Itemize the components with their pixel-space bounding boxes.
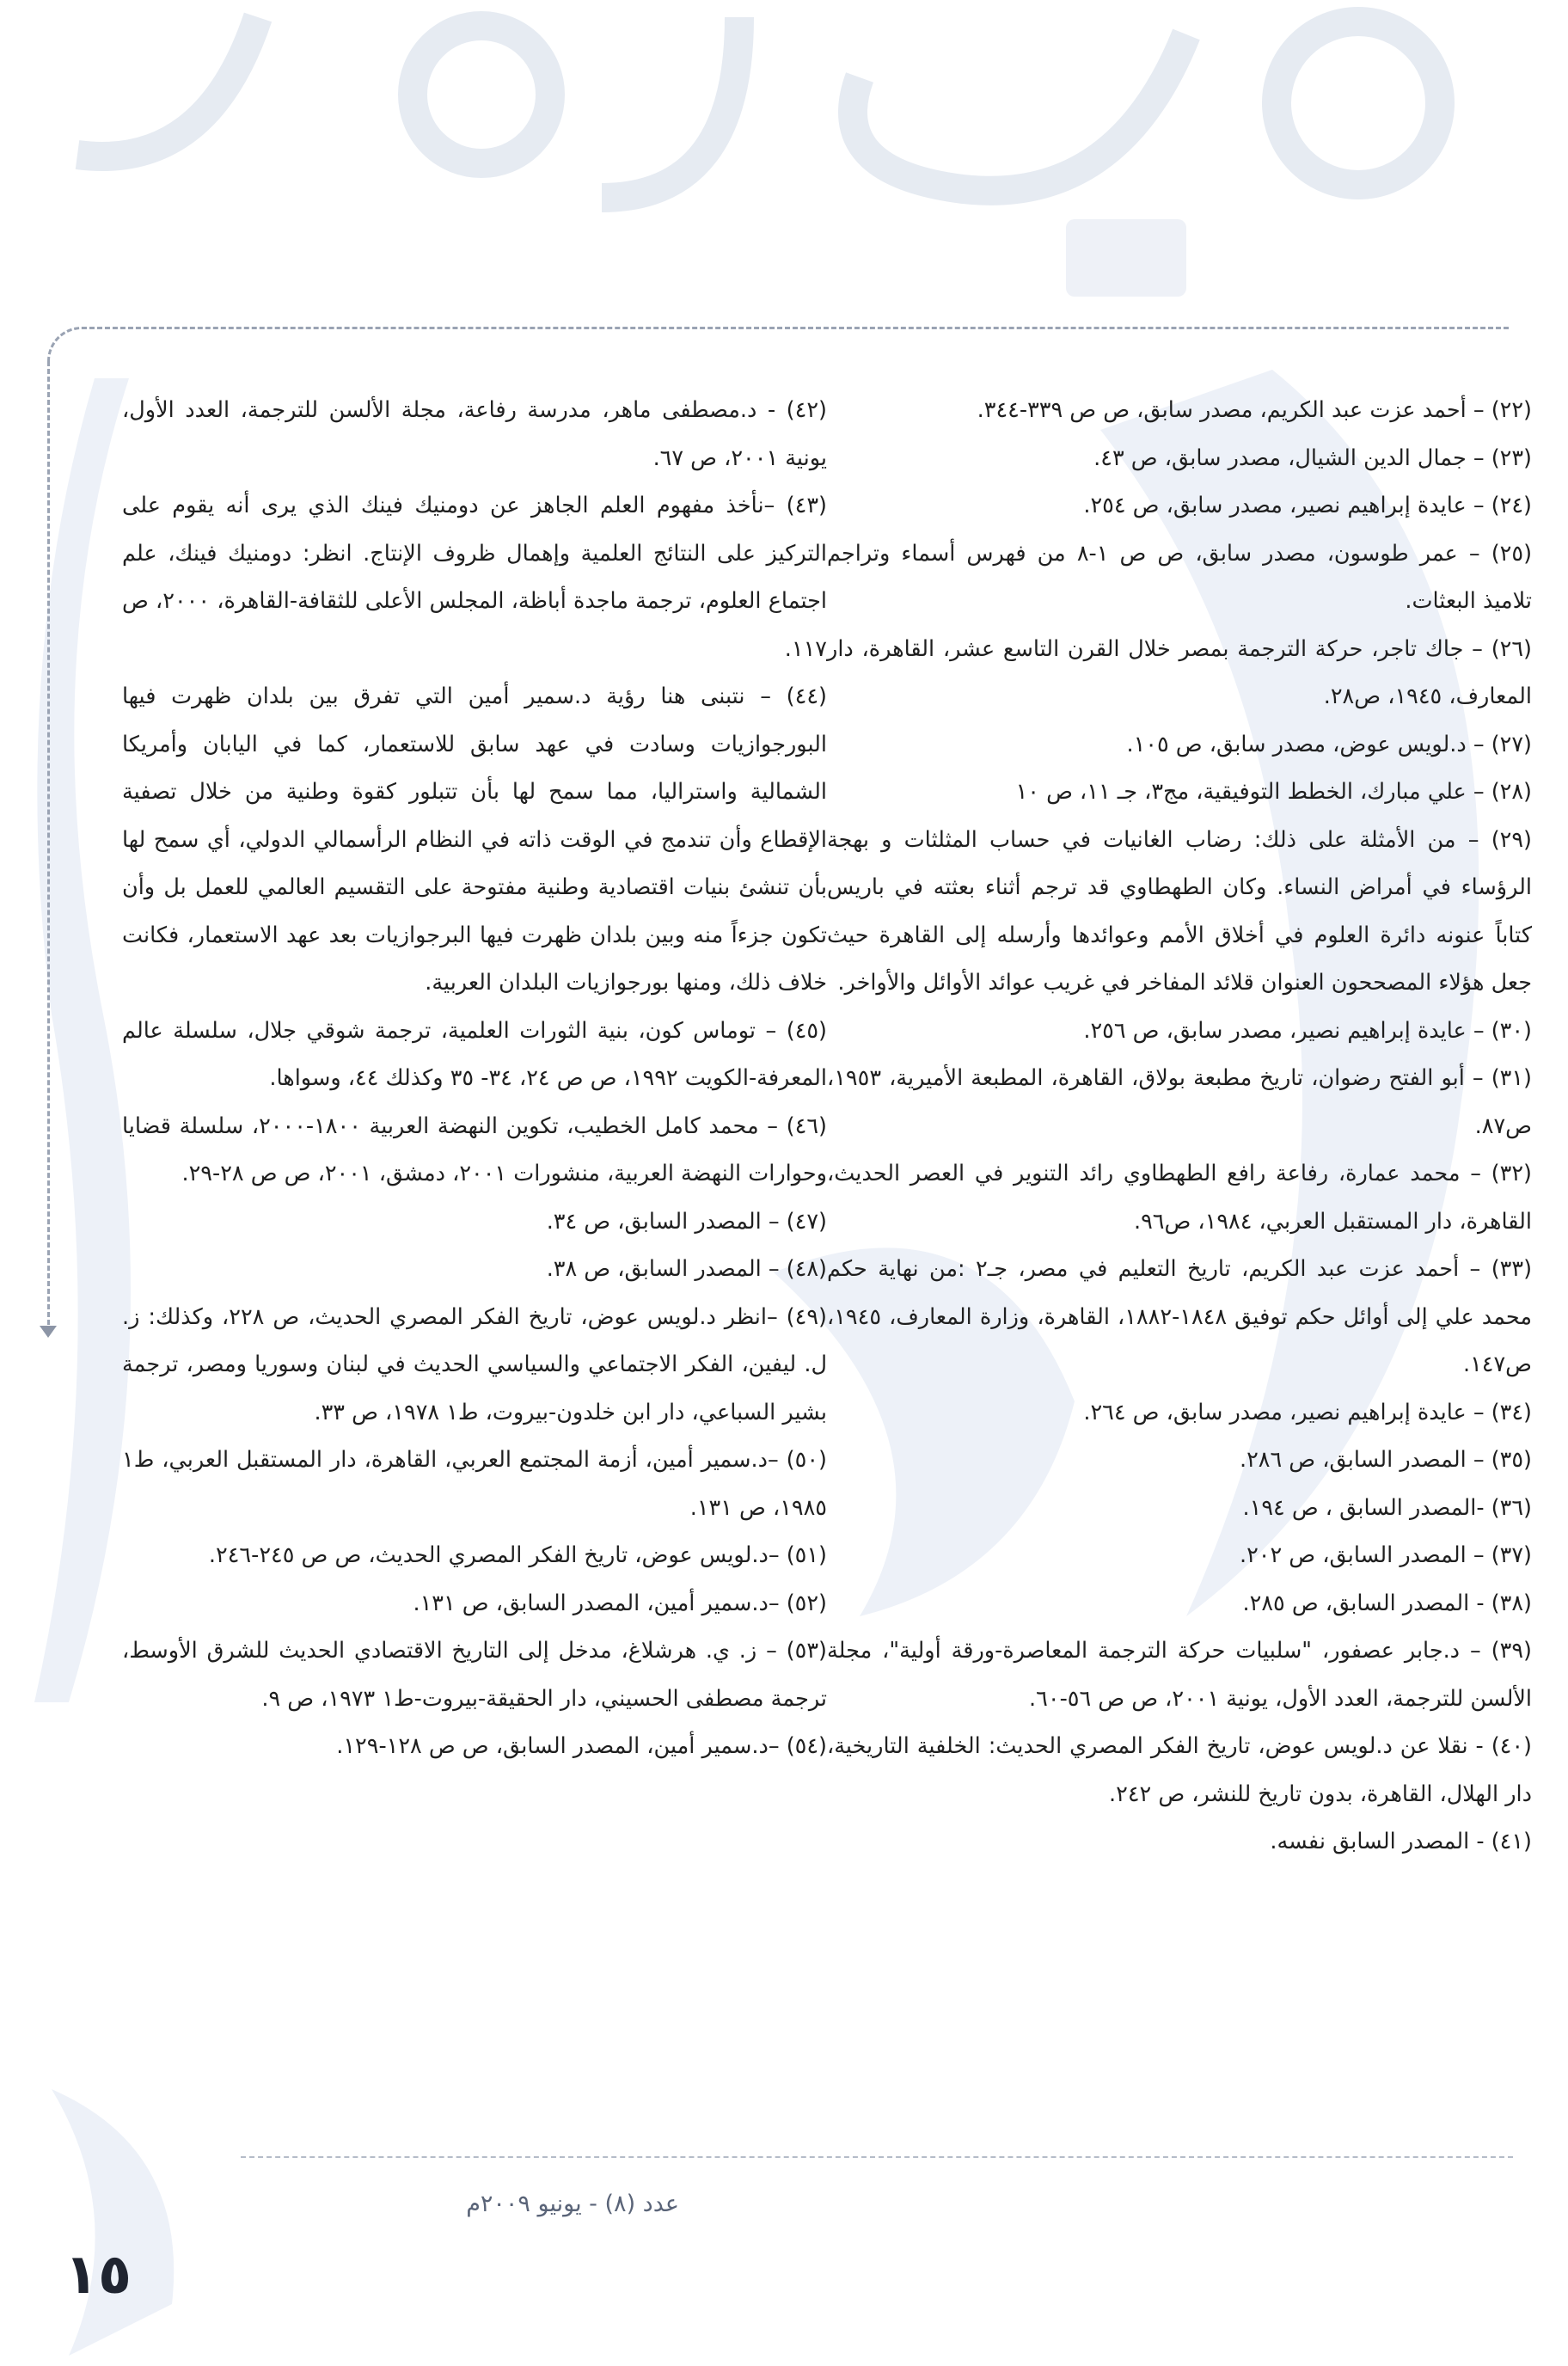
- endnote-35: (٣٥) – المصدر السابق، ص ٢٨٦.: [1240, 1447, 1532, 1473]
- endnote-24: (٢٤) – عايدة إبراهيم نصير، مصدر سابق، ص ٢٥٤.: [1083, 493, 1532, 518]
- endnote-37: (٣٧) – المصدر السابق، ص ٢٠٢.: [1240, 1542, 1532, 1568]
- endnote-34: (٣٤) – عايدة إبراهيم نصير، مصدر سابق، ص ٢٦٤.: [1083, 1399, 1532, 1425]
- endnote-25: (٢٥) – عمر طوسون، مصدر سابق، ص ص ١-٨ من فهرس أسماء وتراجم تلاميذ البعثات.: [827, 540, 1533, 614]
- endnote-26: (٢٦) – جاك تاجر، حركة الترجمة بمصر خلال القرن التاسع عشر، القاهرة، دار المعارف، ١٩٤٥، ص٢٨.: [827, 635, 1532, 709]
- endnote-46: (٤٦) – محمد كامل الخطيب، تكوين النهضة العربية ١٨٠٠-٢٠٠٠، سلسلة قضايا وحوارات النهضة العربية، منشورات ٢٠٠١، دمشق، ٢٠٠١، ص ص ٢٨-٢٩.: [122, 1113, 827, 1186]
- endnote-52: (٥٢) –د.سمير أمين، المصدر السابق، ص ١٣١.: [413, 1590, 827, 1616]
- endnote-53: (٥٣) – ز. ي. هرشلاغ، مدخل إلى التاريخ الاقتصادي الحديث للشرق الأوسط، ترجمة مصطفى الحسيني، دار الحقيقة-بيروت-ط١ ١٩٧٣، ص ٩.: [122, 1638, 827, 1712]
- endnote-39: (٣٩) – د.جابر عصفور، "سلبيات حركة الترجمة المعاصرة-ورقة أولية"، مجلة الألسن للترجمة، العدد الأول، يونية ٢٠٠١، ص ص ٥٦-٦٠.: [827, 1638, 1532, 1712]
- header-watermark: [0, 0, 1568, 327]
- watermark-panel: [1066, 219, 1186, 297]
- endnote-40: (٤٠) - نقلا عن د.لويس عوض، تاريخ الفكر المصري الحديث: الخلفية التاريخية، دار الهلال، القاهرة، بدون تاريخ للنشر، ص ٢٤٢.: [827, 1733, 1532, 1807]
- endnote-33: (٣٣) – أحمد عزت عبد الكريم، تاريخ التعليم في مصر، جـ٢ :من نهاية حكم محمد علي إلى أوائل حكم توفيق ١٨٤٨-١٨٨٢، القاهرة، وزارة المعارف، ١٩٤٥، ص١٤٧.: [827, 1256, 1533, 1377]
- frame-top-rule: [82, 327, 1509, 329]
- endnote-41: (٤١) - المصدر السابق نفسه.: [1270, 1829, 1532, 1854]
- endnote-45: (٤٥) – توماس كون، بنية الثورات العلمية، ترجمة شوقي جلال، سلسلة عالم المعرفة-الكويت ١٩٩٢، ص ص ٢٤، ٣٤- ٣٥ وكذلك ٤٤، وسواها.: [122, 1017, 827, 1091]
- endnote-43: (٤٣) –نأخذ مفهوم العلم الجاهز عن دومنيك فينك الذي يرى أنه يقوم على التركيز على النتائج العلمية وإهمال ظروف الإنتاج. انظر: دومنيك فينك، علم اجتماع العلوم، ترجمة ماجدة أباظة، المجلس الأعلى للثقافة-القاهرة، ٢٠٠٠، ص ١١٧.: [122, 493, 827, 662]
- endnote-38: (٣٨) - المصدر السابق، ص ٢٨٥.: [1242, 1590, 1532, 1616]
- endnote-22: (٢٢) – أحمد عزت عبد الكريم، مصدر سابق، ص ص ٣٣٩-٣٤٤.: [977, 397, 1532, 423]
- endnote-50: (٥٠) –د.سمير أمين، أزمة المجتمع العربي، القاهرة، دار المستقبل العربي، ط١ ١٩٨٥، ص ١٣١.: [122, 1447, 827, 1521]
- endnote-51: (٥١) –د.لويس عوض، تاريخ الفكر المصري الحديث، ص ص ٢٤٥-٢٤٦.: [208, 1542, 827, 1568]
- down-arrow-icon: [40, 1326, 57, 1338]
- endnote-48: (٤٨) – المصدر السابق، ص ٣٨.: [546, 1256, 827, 1282]
- frame-left-rule: [47, 361, 50, 1333]
- endnote-23: (٢٣) – جمال الدين الشيال، مصدر سابق، ص ٤٣.: [1093, 444, 1532, 471]
- footer-divider: [241, 2156, 1513, 2158]
- endnote-36: (٣٦) -المصدر السابق ، ص ١٩٤.: [1242, 1494, 1532, 1521]
- endnote-47: (٤٧) – المصدر السابق، ص ٣٤.: [546, 1208, 827, 1235]
- endnote-31: (٣١) – أبو الفتح رضوان، تاريخ مطبعة بولاق، القاهرة، المطبعة الأميرية، ١٩٥٣، ص٨٧.: [827, 1065, 1532, 1139]
- watermark-lettering-graphic: [0, 0, 1568, 327]
- endnote-49: (٤٩) –انظر د.لويس عوض، تاريخ الفكر المصري الحديث، ص ٢٢٨، وكذلك: ز. ل. ليفين، الفكر الاجتماعي والسياسي الحديث في لبنان وسوريا ومصر، ترجمة بشير السباعي، دار ابن خلدون-بيروت، ط١ ١٩٧٨، ص ٣٣.: [122, 1303, 827, 1425]
- endnote-32: (٣٢) – محمد عمارة، رفاعة رافع الطهطاوي رائد التنوير في العصر الحديث، القاهرة، دار المستقبل العربي، ١٩٨٤، ص٩٦.: [827, 1161, 1532, 1235]
- endnote-29: (٢٩) – من الأمثلة على ذلك: رضاب الغانيات في حساب المثلثات و بهجة الرؤساء في أمراض النساء. وكان الطهطاوي قد ترجم أثناء بعثته في باريس كتاباً عنونه دائرة العلوم في أخلاق الأمم وعوائدها وأرسله إلى القاهرة حيث جعل هؤلاء المصححون العنوان قلائد المفاخر في غريب عوائد الأوائل والأواخر.: [827, 826, 1532, 996]
- issue-line: عدد (٨) - يونيو ٢٠٠٩م: [466, 2191, 679, 2217]
- page-number: ١٥: [64, 2243, 132, 2307]
- endnote-28: (٢٨) – علي مبارك، الخطط التوفيقية، مج٣، جـ ١١، ص ١٠: [1015, 779, 1532, 805]
- endnotes-left-column: [122, 387, 827, 1771]
- endnotes-right-column: [827, 387, 1532, 1866]
- endnote-44: (٤٤) – نتبنى هنا رؤية د.سمير أمين التي تفرق بين بلدان ظهرت فيها البورجوازيات وسادت في عهد سابق للاستعمار، كما في اليابان وأمريكا الشمالية واستراليا، مما سمح لها بأن تتبلور كقوة وطنية من خلال تصفية الإقطاع وأن تندمج في الوقت ذاته في النظام الرأسمالي الدولي، أي سمح لها بأن تنشئ بنيات اقتصادية وطنية مفتوحة على التقسيم العالمي للعمل بل وأن تكون جزءاً منه وبين بلدان ظهرت فيها البرجوازيات بعد عهد الاستعمار، فكانت خلاف ذلك، ومنها بورجوازيات البلدان العربية.: [122, 683, 827, 996]
- endnote-27: (٢٧) – د.لويس عوض، مصدر سابق، ص ١٠٥.: [1126, 731, 1532, 757]
- endnote-54: (٥٤) –د.سمير أمين، المصدر السابق، ص ص ١٢٨-١٢٩.: [336, 1733, 827, 1759]
- endnote-30: (٣٠) – عايدة إبراهيم نصير، مصدر سابق، ص ٢٥٦.: [1083, 1017, 1532, 1044]
- endnote-42: (٤٢) - د.مصطفى ماهر، مدرسة رفاعة، مجلة الألسن للترجمة، العدد الأول، يونية ٢٠٠١، ص ٦٧.: [122, 397, 827, 471]
